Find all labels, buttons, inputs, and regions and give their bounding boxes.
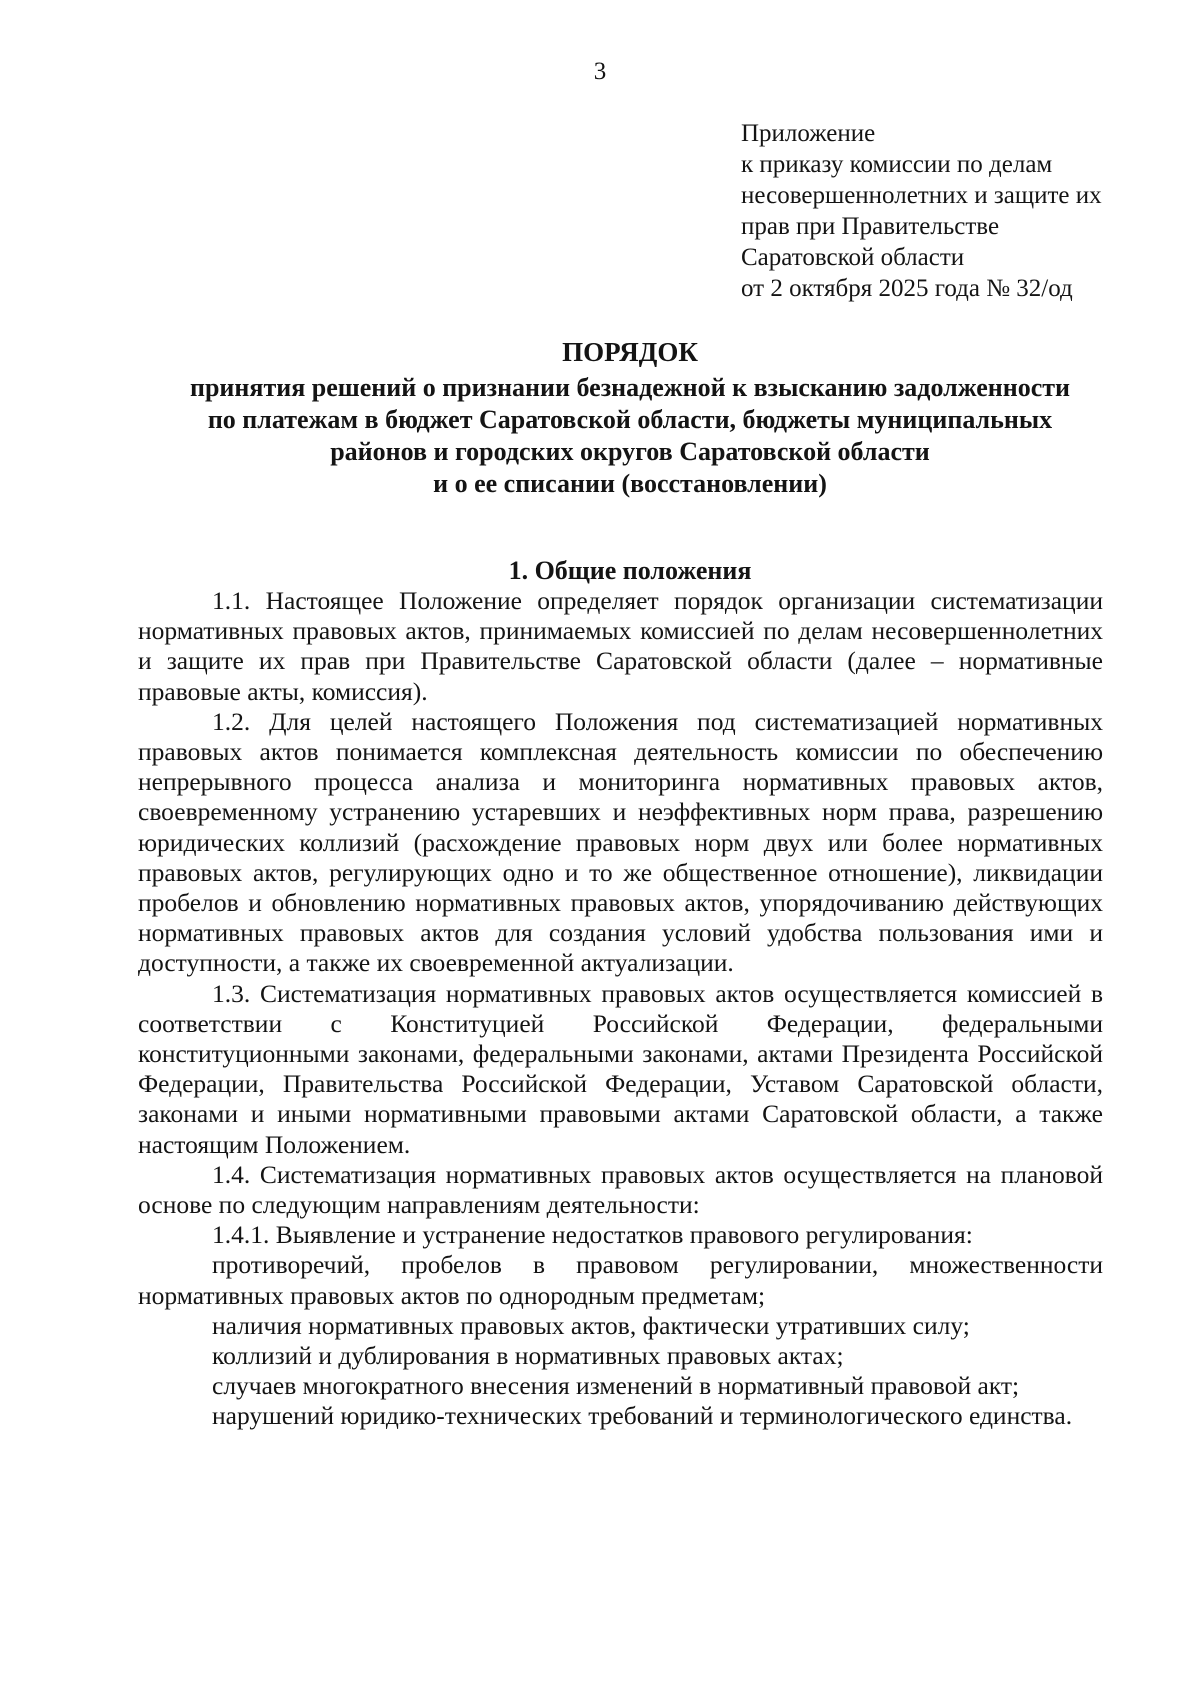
- title-line: и о ее списании (восстановлении): [433, 469, 827, 498]
- document-body: [138, 586, 1103, 1432]
- section-heading: 1. Общие положения: [508, 556, 752, 585]
- appendix-line: Приложение: [741, 120, 876, 147]
- title-line: принятия решений о признании безнадежной к взысканию задолженности: [189, 373, 1070, 402]
- paragraph-1-4-1: 1.4.1. Выявление и устранение недостатков правового регулирования:: [212, 1220, 973, 1250]
- paragraph-1-2: 1.2. Для целей настоящего Положения под систематизацией нормативных правовых актов понимается комплексная деятельность комиссии по обеспечению непрерывного процесса анализа и мониторинга нормативных правовых актов, своевременному устранению устаревших и неэффективных норм права, разрешению юридических коллизий (расхождение правовых норм двух или более нормативных правовых актов, регулирующих одно и то же общественное отношение), ликвидации пробелов и обновлению нормативных правовых актов, упорядочиванию действующих нормативных правовых актов для создания условий удобства пользования ими и доступности, а также их своевременной актуализации.: [138, 706, 1103, 978]
- paragraph-1-3: 1.3. Систематизация нормативных правовых актов осуществляется комиссией в соответствии с Конституцией Российской Федерации, федеральными конституционными законами, федеральными законами, актами Президента Российской Федерации, Правительства Российской Федерации, Уставом Саратовской области, законами и иными нормативными правовыми актами Саратовской области, а также настоящим Положением.: [138, 978, 1103, 1159]
- appendix-line: несовершеннолетних и защите их: [741, 182, 1102, 209]
- page-number: 3: [593, 58, 607, 85]
- list-item: случаев многократного внесения изменений в нормативный правовой акт;: [212, 1371, 1020, 1401]
- appendix-line: Саратовской области: [741, 244, 965, 271]
- appendix-line: от 2 октября 2025 года № 32/од: [741, 275, 1073, 302]
- appendix-line: прав при Правительстве: [741, 213, 1000, 240]
- document-type: ПОРЯДОК: [562, 337, 698, 367]
- title-line: районов и городских округов Саратовской области: [330, 437, 930, 466]
- list-item: коллизий и дублирования в нормативных правовых актах;: [212, 1341, 844, 1371]
- paragraph-1-4: 1.4. Систематизация нормативных правовых актов осуществляется на плановой основе по следующим направлениям деятельности:: [138, 1159, 1103, 1220]
- appendix-line: к приказу комиссии по делам: [741, 151, 1053, 178]
- appendix-note: [741, 118, 1141, 304]
- list-item: наличия нормативных правовых актов, фактически утративших силу;: [212, 1310, 970, 1340]
- document-title: [150, 336, 1110, 500]
- list-item: нарушений юридико-технических требований и терминологического единства.: [212, 1401, 1073, 1431]
- paragraph-1-1: 1.1. Настоящее Положение определяет порядок организации систематизации нормативных правовых актов, принимаемых комиссией по делам несовершеннолетних и защите их прав при Правительстве Саратовской области (далее – нормативные правовые акты, комиссия).: [138, 586, 1103, 706]
- list-item: противоречий, пробелов в правовом регулировании, множественности нормативных правовых актов по однородным предметам;: [138, 1250, 1103, 1310]
- title-line: по платежам в бюджет Саратовской области, бюджеты муниципальных: [207, 405, 1053, 434]
